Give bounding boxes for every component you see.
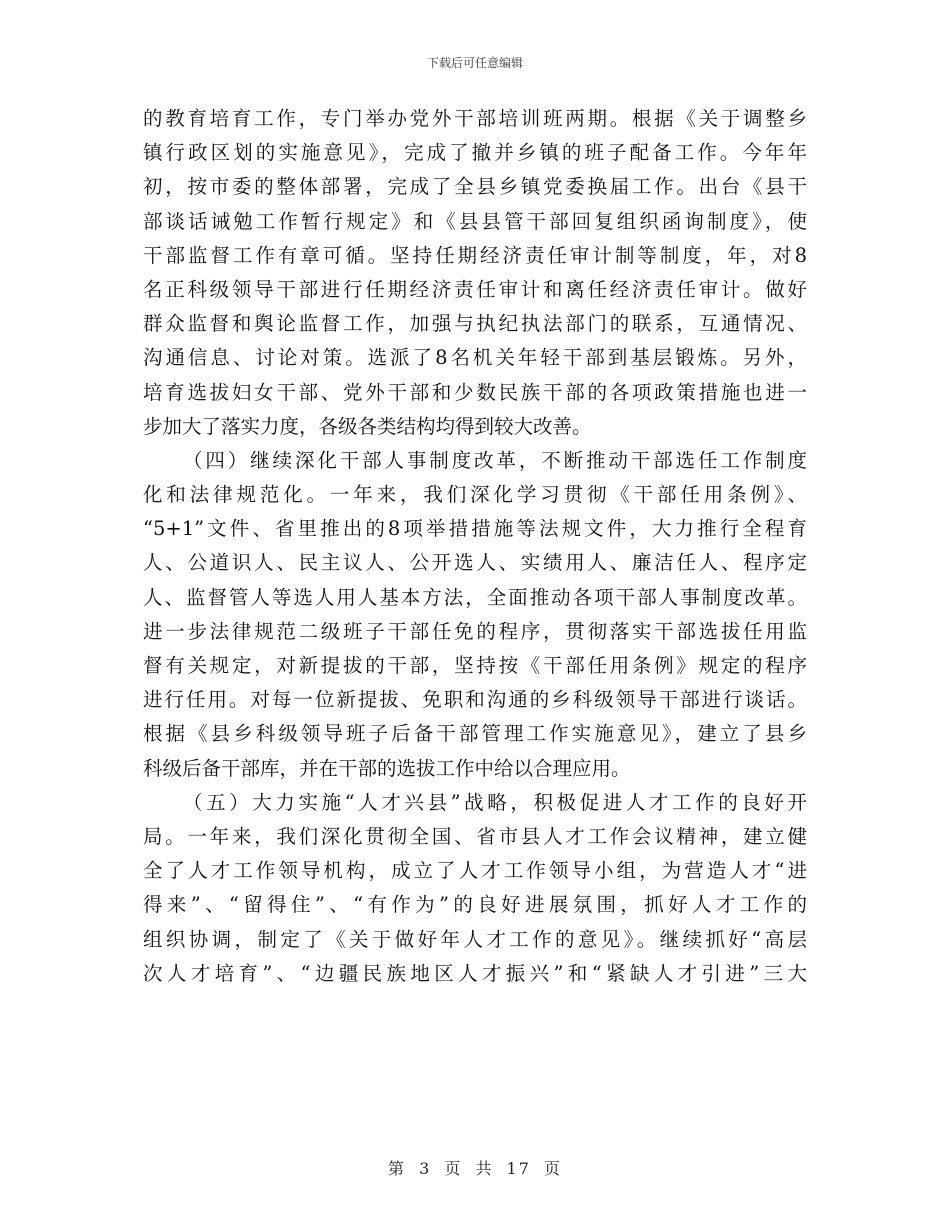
text-line: 进一步法律规范二级班子干部任免的程序，贯彻落实干部选拔任用监 [143,619,807,643]
text-line: 得来”、“留得住”、“有作为”的良好进展氛围，抓好人才工作的 [143,893,807,917]
text-line: 督有关规定，对新提拔的干部，坚持按《干部任用条例》规定的程序 [143,654,807,677]
text-line: 组织协调，制定了《关于做好年人才工作的意见》。继续抓好“高层 [143,927,807,951]
body-text [143,102,807,991]
text-line: “5+1”文件、省里推出的8项举措措施等法规文件，大力推行全程育 [143,517,807,541]
text-line: 名正科级领导干部进行任期经济责任审计和离任经济责任审计。做好 [143,277,807,301]
text-line: 部谈话诫勉工作暂行规定》和《县县管干部回复组织函询制度》，使 [143,209,807,233]
text-line: 人、监督管人等选人用人基本方法，全面推动各项干部人事制度改革。 [143,585,807,609]
text-line: 干部监督工作有章可循。坚持任期经济责任审计制等制度，年，对8 [143,243,807,267]
text-line: 镇行政区划的实施意见》，完成了撤并乡镇的班子配备工作。今年年 [143,141,807,165]
text-line: 沟通信息、讨论对策。选派了8名机关年轻干部到基层锻炼。另外， [143,346,807,370]
text-line: 根据《县乡科级领导班子后备干部管理工作实施意见》，建立了县乡 [143,722,807,746]
text-line: 初，按市委的整体部署，完成了全县乡镇党委换届工作。出台《县干 [143,175,807,199]
text-line: 全了人才工作领导机构，成立了人才工作领导小组，为营造人才“进 [143,859,807,883]
text-line: 培育选拔妇女干部、党外干部和少数民族干部的各项政策措施也进一 [143,380,807,404]
page-number: 第 3 页 共 17 页 [388,1159,562,1178]
text-line: （五）大力实施“人才兴县”战略，积极促进人才工作的良好开 [183,790,807,814]
text-line: 步加大了落实力度，各级各类结构均得到较大改善。 [143,414,592,438]
text-line: 的教育培育工作，专门举办党外干部培训班两期。根据《关于调整乡 [143,107,807,130]
text-line: 群众监督和舆论监督工作，加强与执纪执法部门的联系，互通情况、 [143,312,807,336]
text-line: （四）继续深化干部人事制度改革，不断推动干部选任工作制度 [183,448,807,472]
text-line: 人、公道识人、民主议人、公开选人、实绩用人、廉洁任人、程序定 [143,551,807,575]
header-note: 下载后可任意编辑 [426,56,523,70]
text-line: 化和法律规范化。一年来，我们深化学习贯彻《干部任用条例》、 [143,483,807,507]
text-line: 科级后备干部库，并在干部的选拔工作中给以合理应用。 [143,756,631,780]
text-line: 次人才培育”、“边疆民族地区人才振兴”和“紧缺人才引进”三大 [143,961,807,985]
text-line: 局。一年来，我们深化贯彻全国、省市县人才工作会议精神，建立健 [143,824,807,848]
text-line: 进行任用。对每一位新提拔、免职和沟通的乡科级领导干部进行谈话。 [143,688,807,712]
